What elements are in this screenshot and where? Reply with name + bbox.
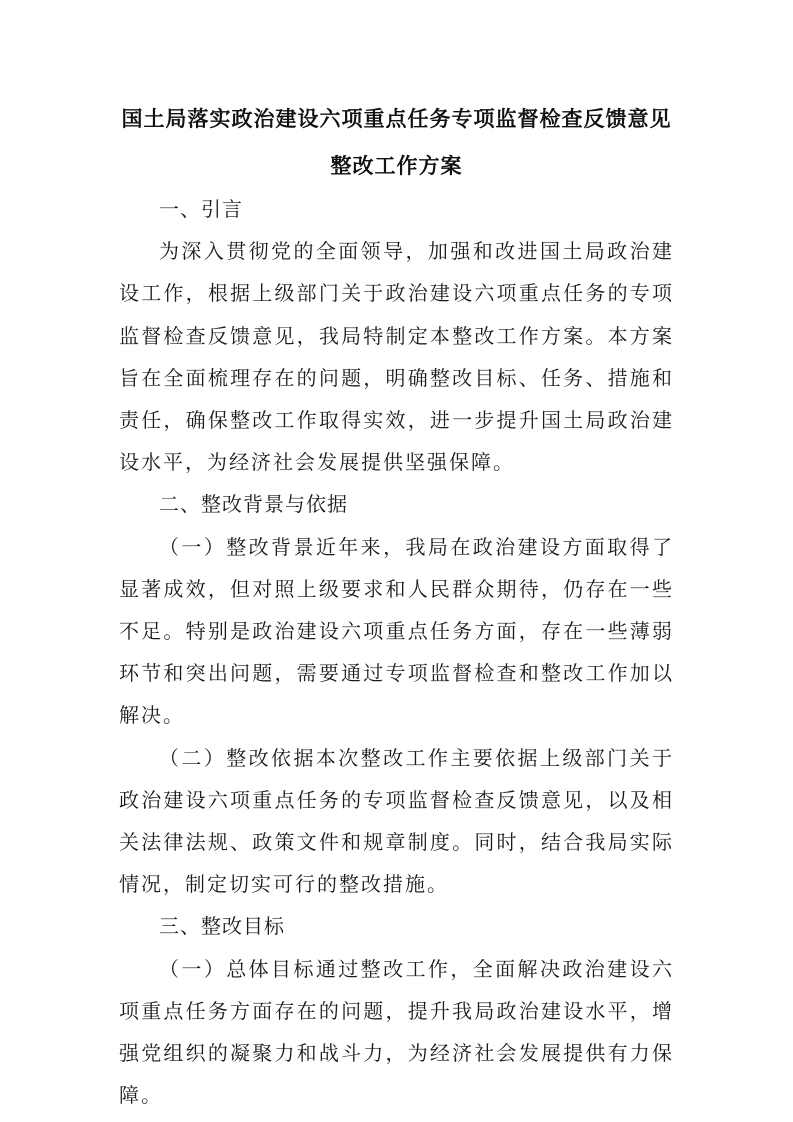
paragraph-background: （一）整改背景近年来，我局在政治建设方面取得了显著成效，但对照上级要求和人民群众期待，仍存在一些不足。特别是政治建设六项重点任务方面，存在一些薄弱环节和突出问题，需要通过专项监督检查和整改工作加以解决。 bbox=[119, 534, 674, 728]
document-title-line-1: 国土局落实政治建设六项重点任务专项监督检查反馈意见 bbox=[121, 107, 672, 131]
section-heading-goals: 三、整改目标 bbox=[159, 914, 285, 939]
section-heading-background: 二、整改背景与依据 bbox=[159, 492, 348, 517]
document-body bbox=[119, 188, 674, 1116]
document-title-line-2: 整改工作方案 bbox=[330, 154, 463, 178]
paragraph-introduction: 为深入贯彻党的全面领导，加强和改进国土局政治建设工作，根据上级部门关于政治建设六项重点任务的专项监督检查反馈意见，我局特制定本整改工作方案。本方案旨在全面梳理存在的问题，明确整改目标、任务、措施和责任，确保整改工作取得实效，进一步提升国土局政治建设水平，为经济社会发展提供坚强保障。 bbox=[119, 239, 674, 475]
section-heading-introduction: 一、引言 bbox=[159, 197, 243, 221]
paragraph-overall-goal: （一）总体目标通过整改工作，全面解决政治建设六项重点任务方面存在的问题，提升我局政治建设水平，增强党组织的凝聚力和战斗力，为经济社会发展提供有力保障。 bbox=[119, 956, 674, 1108]
paragraph-basis: （二）整改依据本次整改工作主要依据上级部门关于政治建设六项重点任务的专项监督检查反馈意见，以及相关法律法规、政策文件和规章制度。同时，结合我局实际情况，制定切实可行的整改措施。 bbox=[119, 745, 674, 897]
